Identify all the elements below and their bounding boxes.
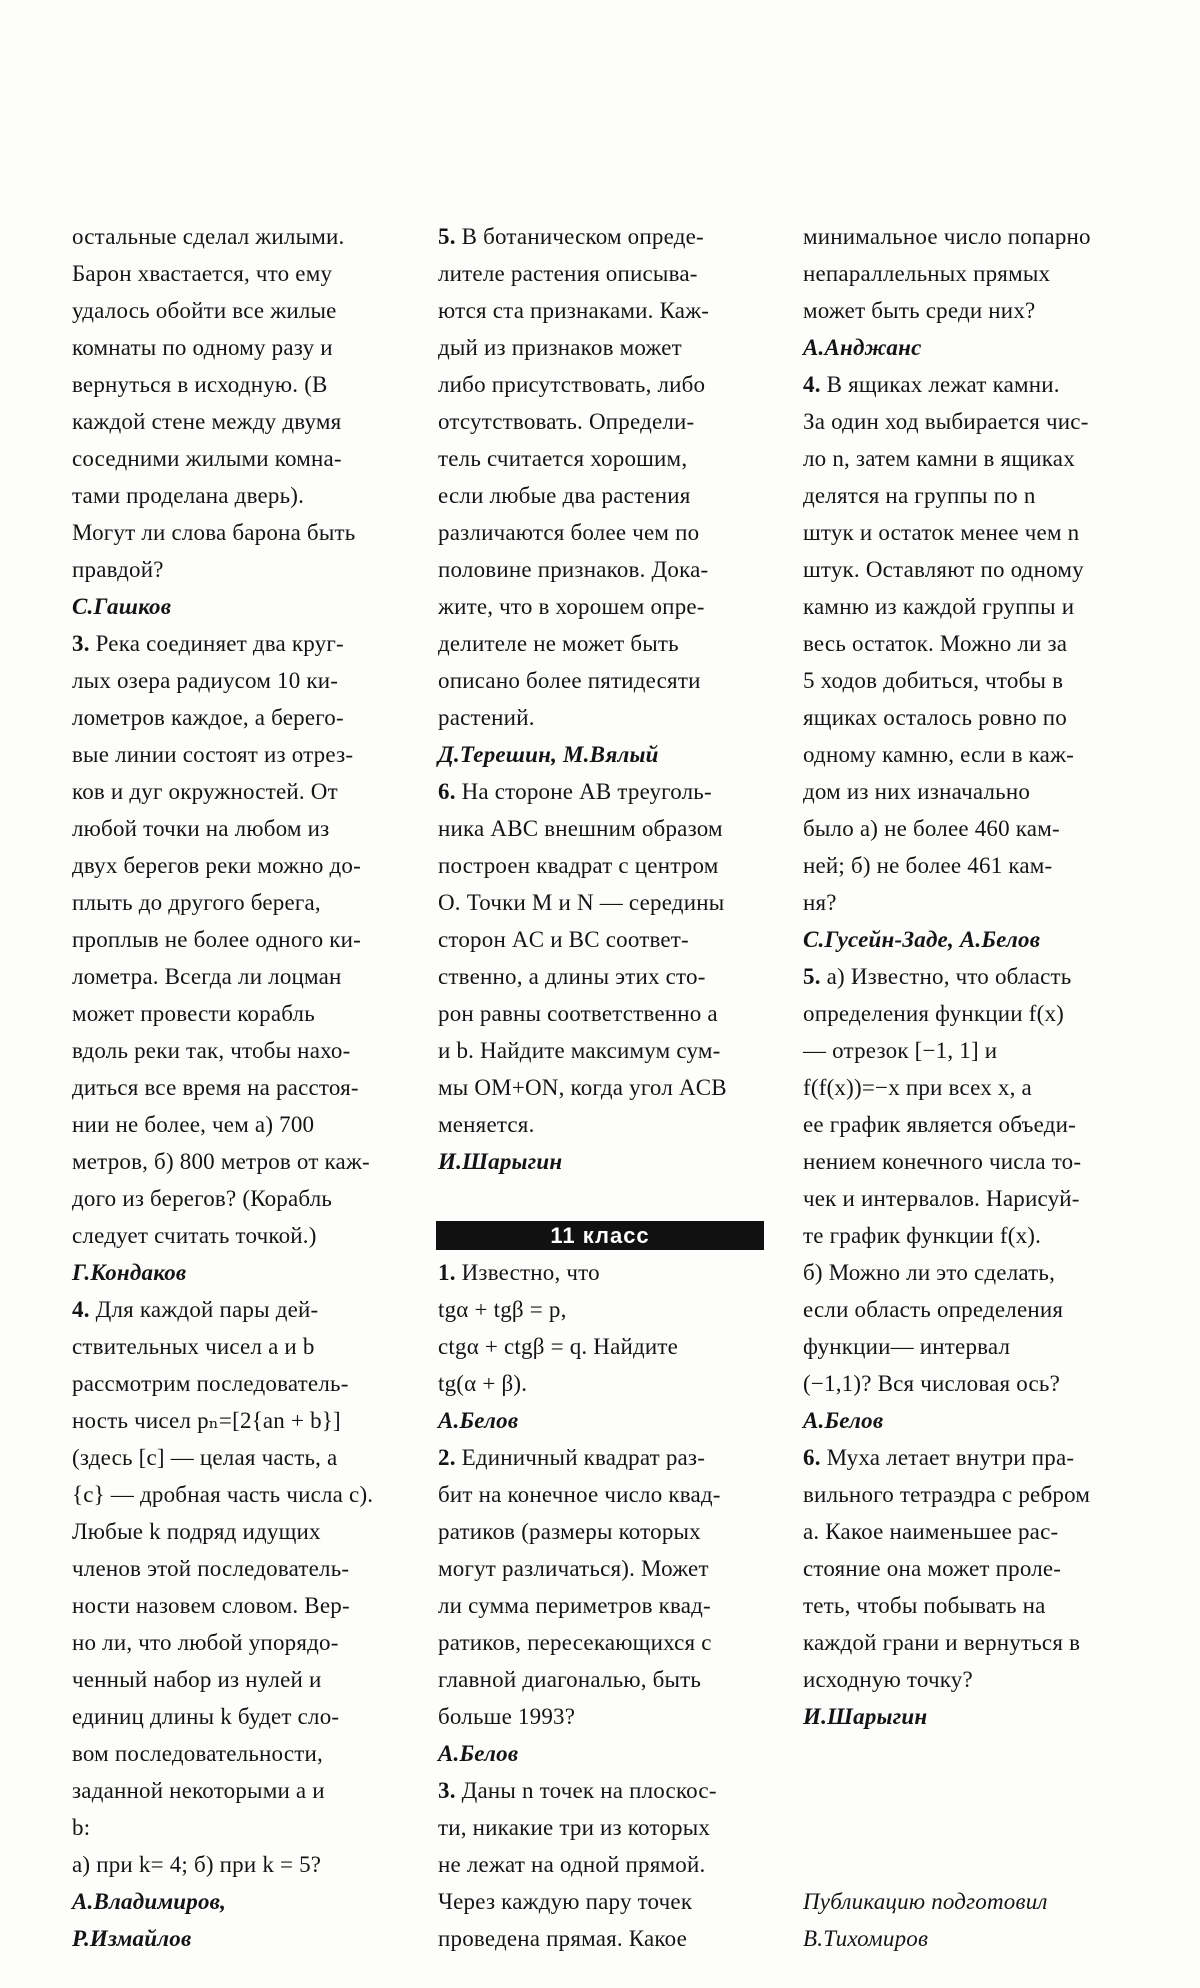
problem-number: 3. [72, 631, 90, 656]
text-line: плыть до другого берега, [72, 890, 321, 915]
problem-number: 6. [803, 1445, 821, 1470]
line-text: Для каждой пары дей- [89, 1297, 319, 1322]
text-line: если любые два растения [438, 483, 691, 508]
spacer [803, 1772, 1188, 1809]
text-line: двух берегов реки можно до- [72, 853, 361, 878]
problem-number: 1. [438, 1260, 456, 1285]
problem-number: 4. [72, 1297, 90, 1322]
author-line: А.Владимиров, [72, 1889, 227, 1914]
text-line: ника ABC внешним образом [438, 816, 723, 841]
text-line: ются ста признаками. Каж- [438, 298, 710, 323]
problem-number: 2. [438, 1445, 456, 1470]
line-text: Река соединяет два круг- [89, 631, 344, 656]
text-line: ее график является объеди- [803, 1112, 1077, 1137]
text-line: лометров каждое, а берего- [72, 705, 344, 730]
text-line: исходную точку? [803, 1667, 973, 1692]
credit-line: Публикацию подготовил [803, 1889, 1048, 1914]
author-line: А.Белов [438, 1741, 519, 1766]
text-line: делятся на группы по n [803, 483, 1036, 508]
text-line: (здесь [c] — целая часть, а [72, 1445, 338, 1470]
text-line: если область определения [803, 1297, 1064, 1322]
text-line: и b. Найдите максимум сум- [438, 1038, 721, 1063]
text-line: половине признаков. Дока- [438, 557, 709, 582]
text-line: ратиков, пересекающихся с [438, 1630, 712, 1655]
text-line: ней; б) не более 461 кам- [803, 853, 1053, 878]
text-line: ченный набор из нулей и [72, 1667, 322, 1692]
problem-number: 4. [803, 372, 821, 397]
problem-number: 3. [438, 1778, 456, 1803]
text-line: соседними жилыми комна- [72, 446, 342, 471]
text-line: определения функции f(x) [803, 1001, 1065, 1026]
text-line: дого из берегов? (Корабль [72, 1186, 333, 1211]
problem-number: 5. [438, 224, 456, 249]
text-line [438, 1772, 823, 1809]
problem-number: 5. [803, 964, 821, 989]
text-line: лителе растения описыва- [438, 261, 698, 286]
text-line: ли сумма периметров квад- [438, 1593, 711, 1618]
text-line: ctgα + ctgβ = q. Найдите [438, 1334, 679, 1359]
text-line: вом последовательности, [72, 1741, 323, 1766]
spacer [803, 1846, 1188, 1883]
text-line: вые линии состоят из отрез- [72, 742, 354, 767]
author-line: Р.Измайлов [72, 1926, 192, 1951]
text-line: членов этой последователь- [72, 1556, 350, 1581]
text-line: любой точки на любом из [72, 816, 330, 841]
text-line: каждой грани и вернуться в [803, 1630, 1081, 1655]
text-line: диться все время на расстоя- [72, 1075, 359, 1100]
line-text: Муха летает внутри пра- [820, 1445, 1075, 1470]
text-line: а) при k= 4; б) при k = 5? [72, 1852, 322, 1877]
text-line [72, 1291, 457, 1328]
text-line: штук и остаток менее чем n [803, 520, 1080, 545]
text-line: отсутствовать. Определи- [438, 409, 695, 434]
text-line: минимальное число попарно [803, 224, 1091, 249]
text-line: главной диагональю, быть [438, 1667, 702, 1692]
text-line: делителе не может быть [438, 631, 679, 656]
text-line [803, 958, 1188, 995]
text-line: — отрезок [−1, 1] и [803, 1038, 998, 1063]
text-line: функции— интервал [803, 1334, 1011, 1359]
line-text: Даны n точек на плоскос- [455, 1778, 717, 1803]
text-line: 5 ходов добиться, чтобы в [803, 668, 1064, 693]
line-text: В ботаническом опреде- [455, 224, 704, 249]
text-line: вернуться в исходную. (В [72, 372, 328, 397]
text-line: сторон AC и BC соответ- [438, 927, 689, 952]
text-line: f(f(x))=−x при всех x, а [803, 1075, 1032, 1100]
text-column-2 [438, 218, 823, 1957]
text-line: Через каждую пару точек [438, 1889, 693, 1914]
text-line: одному камню, если в каж- [803, 742, 1075, 767]
text-line: проведена прямая. Какое [438, 1926, 688, 1951]
spacer [438, 1180, 823, 1217]
text-line: ков и дуг окружностей. От [72, 779, 338, 804]
author-line: А.Белов [803, 1408, 884, 1433]
text-line: b: [72, 1815, 91, 1840]
text-line: различаются более чем по [438, 520, 700, 545]
text-line: заданной некоторыми a и [72, 1778, 325, 1803]
text-line [438, 1254, 823, 1291]
text-line: стояние она может проле- [803, 1556, 1062, 1581]
line-text: Известно, что [455, 1260, 600, 1285]
text-line: метров, б) 800 метров от каж- [72, 1149, 370, 1174]
author-line: Г.Кондаков [72, 1260, 187, 1285]
text-line: нии не более, чем а) 700 [72, 1112, 315, 1137]
text-line: теть, чтобы побывать на [803, 1593, 1046, 1618]
author-line: И.Шарыгин [438, 1149, 563, 1174]
text-line: вильного тетраэдра с ребром [803, 1482, 1091, 1507]
text-line: ности назовем словом. Вер- [72, 1593, 350, 1618]
author-line: И.Шарыгин [803, 1704, 928, 1729]
line-text: Единичный квадрат раз- [455, 1445, 706, 1470]
author-line: А.Белов [438, 1408, 519, 1433]
text-line: ня? [803, 890, 837, 915]
text-line: построен квадрат с центром [438, 853, 719, 878]
text-line: следует считать точкой.) [72, 1223, 317, 1248]
text-line: тами проделана дверь). [72, 483, 305, 508]
credit-line: В.Тихомиров [803, 1926, 929, 1951]
text-line [438, 218, 823, 255]
text-line: комнаты по одному разу и [72, 335, 333, 360]
text-line: чек и интервалов. Нарисуй- [803, 1186, 1080, 1211]
text-line: {c} — дробная часть числа c). [72, 1482, 374, 1507]
text-line [803, 366, 1188, 403]
text-line: штук. Оставляют по одному [803, 557, 1084, 582]
text-line: тель считается хорошим, [438, 446, 688, 471]
text-line: ло n, затем камни в ящиках [803, 446, 1075, 471]
author-line: С.Гусейн-Заде, А.Белов [803, 927, 1041, 952]
text-line: O. Точки M и N — середины [438, 890, 725, 915]
text-line: жите, что в хорошем опре- [438, 594, 705, 619]
text-line: ствительных чисел a и b [72, 1334, 315, 1359]
text-line: остальные сделал жилыми. [72, 224, 345, 249]
text-line: может быть среди них? [803, 298, 1036, 323]
text-line: Барон хвастается, что ему [72, 261, 333, 286]
text-line: За один ход выбирается чис- [803, 409, 1089, 434]
text-column-3 [803, 218, 1188, 1957]
author-line: Д.Терешин, М.Вялый [438, 742, 659, 767]
text-line: tgα + tgβ = p, [438, 1297, 567, 1322]
text-line: больше 1993? [438, 1704, 576, 1729]
problem-number: 6. [438, 779, 456, 804]
text-line: нением конечного числа то- [803, 1149, 1082, 1174]
text-line: рассмотрим последователь- [72, 1371, 349, 1396]
line-text: В ящиках лежат камни. [820, 372, 1060, 397]
text-line: ратиков (размеры которых [438, 1519, 701, 1544]
text-line: растений. [438, 705, 535, 730]
spacer [803, 1809, 1188, 1846]
text-line: удалось обойти все жилые [72, 298, 337, 323]
text-line: каждой стене между двумя [72, 409, 342, 434]
text-line: ящиках осталось ровно по [803, 705, 1067, 730]
text-line: рон равны соответственно a [438, 1001, 718, 1026]
text-line: Любые k подряд идущих [72, 1519, 321, 1544]
text-line: лометра. Всегда ли лоцман [72, 964, 342, 989]
spacer [803, 1735, 1188, 1772]
author-line: С.Гашков [72, 594, 172, 619]
text-line [438, 773, 823, 810]
text-line: правдой? [72, 557, 164, 582]
text-line: дом из них изначально [803, 779, 1031, 804]
text-line: было а) не более 460 кам- [803, 816, 1060, 841]
text-column-1 [72, 218, 457, 1957]
text-line: описано более пятидесяти [438, 668, 701, 693]
text-line: весь остаток. Можно ли за [803, 631, 1068, 656]
text-line: бит на конечное число квад- [438, 1482, 721, 1507]
text-line: a. Какое наименьшее рас- [803, 1519, 1059, 1544]
section-heading: 11 класс [436, 1221, 764, 1250]
text-line [72, 625, 457, 662]
text-line: дый из признаков может [438, 335, 682, 360]
text-line: проплыв не более одного ки- [72, 927, 361, 952]
text-line [803, 1439, 1188, 1476]
text-line: либо присутствовать, либо [438, 372, 706, 397]
text-line: могут различаться). Может [438, 1556, 709, 1581]
text-line: те график функции f(x). [803, 1223, 1042, 1248]
text-line: но ли, что любой упорядо- [72, 1630, 339, 1655]
text-line: Могут ли слова барона быть [72, 520, 356, 545]
text-line: не лежат на одной прямой. [438, 1852, 706, 1877]
text-line: может провести корабль [72, 1001, 315, 1026]
text-line: единиц длины k будет сло- [72, 1704, 340, 1729]
text-line: лых озера радиусом 10 ки- [72, 668, 339, 693]
text-line: ти, никакие три из которых [438, 1815, 711, 1840]
text-line: tg(α + β). [438, 1371, 528, 1396]
text-line: б) Можно ли это сделать, [803, 1260, 1056, 1285]
text-line: мы OM+ON, когда угол ACB [438, 1075, 727, 1100]
text-line: меняется. [438, 1112, 535, 1137]
text-line: непараллельных прямых [803, 261, 1051, 286]
text-line: ность чисел pₙ=[2{an + b}] [72, 1408, 341, 1433]
text-line [438, 1439, 823, 1476]
line-text: На стороне AB треуголь- [455, 779, 712, 804]
line-text: а) Известно, что область [820, 964, 1072, 989]
text-line: вдоль реки так, чтобы нахо- [72, 1038, 351, 1063]
author-line: А.Анджанс [803, 335, 922, 360]
text-line: ственно, а длины этих сто- [438, 964, 706, 989]
text-line: (−1,1)? Вся числовая ось? [803, 1371, 1061, 1396]
text-line: камню из каждой группы и [803, 594, 1075, 619]
